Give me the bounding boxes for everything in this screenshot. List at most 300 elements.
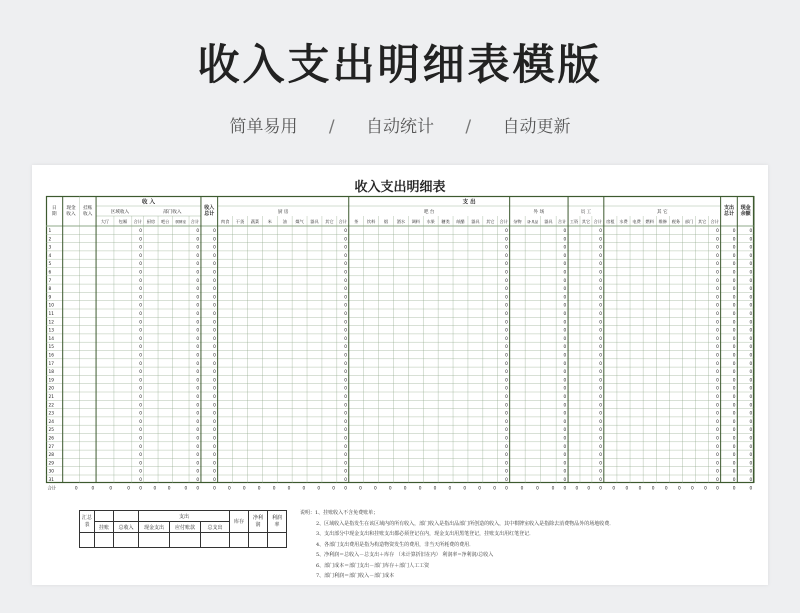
cell-zero: 0 [505, 378, 508, 384]
cell-zero: 0 [749, 303, 753, 309]
cell-zero: 0 [599, 411, 603, 417]
cell-zero: 0 [213, 312, 216, 317]
cell-zero: 0 [563, 370, 567, 376]
cell-zero: 0 [599, 469, 603, 475]
col-credit-income-label: 收入 [83, 212, 93, 217]
cell-zero: 0 [716, 469, 719, 475]
total-zero: 0 [691, 486, 694, 492]
summary-col-credit: 挂账 [95, 522, 114, 533]
cell-zero: 0 [139, 353, 142, 359]
cell-zero: 0 [196, 312, 200, 317]
cell-zero: 0 [505, 287, 508, 293]
col-staff-1-label: 其它 [581, 219, 591, 224]
cell-zero: 0 [599, 262, 603, 268]
summary-col-net-profit: 净利润 [249, 511, 268, 533]
day-number: 14 [48, 336, 54, 342]
cell-zero: 0 [213, 320, 216, 326]
total-zero: 0 [732, 486, 736, 492]
cell-zero: 0 [139, 419, 142, 425]
header-expense-group: 支 出 [462, 199, 476, 206]
total-zero: 0 [139, 486, 142, 492]
cell-zero: 0 [213, 253, 216, 259]
cell-zero: 0 [196, 262, 200, 268]
cell-zero: 0 [213, 278, 216, 284]
cell-zero: 0 [732, 312, 736, 317]
cell-zero: 0 [563, 312, 567, 317]
cell-zero: 0 [599, 278, 603, 284]
cell-zero: 0 [732, 295, 736, 301]
tag-auto-stats: 自动统计 [366, 117, 434, 137]
total-zero: 0 [433, 486, 437, 492]
total-zero: 0 [109, 486, 113, 492]
cell-zero: 0 [563, 444, 567, 450]
cell-zero: 0 [344, 278, 347, 284]
cell-zero: 0 [505, 229, 508, 234]
feature-tags [0, 112, 800, 137]
cell-zero: 0 [196, 386, 200, 392]
cell-zero: 0 [213, 237, 216, 243]
cell-zero: 0 [196, 278, 200, 284]
cell-zero: 0 [732, 245, 736, 251]
cell-zero: 0 [563, 229, 567, 234]
col-private-room-label: 包厢 [118, 219, 128, 224]
cell-zero: 0 [716, 436, 719, 442]
cell-zero: 0 [749, 428, 753, 434]
col-dept-subtotal-label: 合计 [190, 219, 200, 224]
cell-zero: 0 [716, 428, 719, 434]
cell-zero: 0 [505, 345, 508, 351]
cell-zero: 0 [599, 436, 603, 442]
cell-zero: 0 [749, 353, 753, 359]
col-other-6-label: 部门 [684, 219, 694, 224]
cell-zero: 0 [505, 295, 508, 301]
cell-zero: 0 [505, 328, 508, 334]
col-bar-4-label: 调料 [411, 219, 420, 224]
cell-zero: 0 [716, 403, 719, 409]
cell-zero: 0 [563, 395, 567, 400]
cell-zero: 0 [505, 411, 508, 417]
cell-zero: 0 [139, 336, 142, 342]
note-line: 6、部门成本＝部门支出－部门库存＋部门人工工资 [316, 562, 430, 569]
summary-cell [201, 533, 230, 548]
cell-zero: 0 [749, 312, 753, 317]
total-zero: 0 [91, 486, 95, 492]
col-dept-bar-label: 吧台 [160, 219, 170, 224]
cell-zero: 0 [732, 428, 736, 434]
cell-zero: 0 [749, 237, 753, 243]
cell-zero: 0 [213, 336, 216, 342]
sheet-title: 收入支出明细表 [354, 180, 446, 195]
summary-cell [230, 533, 249, 548]
total-zero: 0 [563, 486, 567, 492]
cell-zero: 0 [716, 229, 719, 234]
col-kitchen-2-label: 蔬菜 [250, 219, 260, 224]
cell-zero: 0 [213, 245, 216, 251]
total-zero: 0 [242, 486, 246, 492]
cell-zero: 0 [732, 419, 736, 425]
cell-zero: 0 [732, 411, 736, 417]
cell-zero: 0 [344, 461, 347, 467]
day-number: 15 [48, 345, 54, 351]
cell-zero: 0 [196, 395, 200, 400]
total-zero: 0 [520, 486, 524, 492]
cell-zero: 0 [599, 386, 603, 392]
cell-zero: 0 [344, 353, 347, 359]
cell-zero: 0 [196, 253, 200, 259]
total-zero: 0 [418, 486, 422, 492]
cell-zero: 0 [196, 444, 200, 450]
cell-zero: 0 [732, 370, 736, 376]
cell-zero: 0 [732, 453, 736, 459]
cell-zero: 0 [599, 312, 603, 317]
cell-zero: 0 [732, 478, 736, 483]
day-number: 26 [48, 436, 54, 442]
day-number: 23 [48, 411, 54, 417]
col-bar-0-label: 茶 [354, 219, 359, 224]
cell-zero: 0 [505, 303, 508, 309]
total-zero: 0 [612, 486, 616, 492]
summary-cell [170, 533, 201, 548]
cell-zero: 0 [716, 287, 719, 293]
total-zero: 0 [536, 486, 539, 492]
cell-zero: 0 [716, 336, 719, 342]
cell-zero: 0 [196, 229, 200, 234]
total-zero: 0 [228, 486, 231, 492]
cell-zero: 0 [344, 253, 347, 259]
cell-zero: 0 [344, 245, 347, 251]
day-number: 29 [48, 461, 54, 467]
cell-zero: 0 [732, 461, 736, 467]
cell-zero: 0 [344, 237, 347, 243]
cell-zero: 0 [563, 262, 567, 268]
col-expense-total-label: 支出 [723, 205, 734, 211]
cell-zero: 0 [139, 403, 142, 409]
total-zero: 0 [625, 486, 629, 492]
cell-zero: 0 [344, 262, 347, 268]
cell-zero: 0 [139, 278, 142, 284]
cell-zero: 0 [563, 378, 567, 384]
summary-cell [95, 511, 114, 522]
cell-zero: 0 [749, 444, 753, 450]
cell-zero: 0 [563, 353, 567, 359]
col-kitchen-7-label: 其它 [325, 219, 334, 224]
cell-zero: 0 [599, 295, 603, 301]
cell-zero: 0 [563, 253, 567, 259]
col-dept-chess-label: 棋牌室 [175, 220, 187, 224]
cell-zero: 0 [505, 478, 508, 483]
total-zero: 0 [302, 486, 306, 492]
total-zero: 0 [403, 486, 407, 492]
total-zero: 0 [153, 486, 157, 492]
cell-zero: 0 [344, 370, 347, 376]
day-number: 16 [48, 353, 54, 359]
summary-cell [268, 533, 287, 548]
cell-zero: 0 [599, 395, 603, 400]
cell-zero: 0 [196, 403, 200, 409]
summary-col-total-expense: 总支出 [201, 522, 230, 533]
cell-zero: 0 [716, 312, 719, 317]
cell-zero: 0 [563, 278, 567, 284]
day-number: 1 [48, 229, 52, 234]
col-date-label: 日 [52, 206, 57, 211]
cell-zero: 0 [196, 270, 200, 276]
cell-zero: 0 [344, 428, 347, 434]
cell-zero: 0 [732, 353, 736, 359]
total-zero: 0 [448, 486, 452, 492]
ledger-grid [46, 196, 754, 492]
cell-zero: 0 [563, 411, 567, 417]
cell-zero: 0 [749, 411, 753, 417]
cell-zero: 0 [732, 386, 736, 392]
cell-zero: 0 [749, 253, 753, 259]
total-zero: 0 [575, 486, 579, 492]
cell-zero: 0 [716, 444, 719, 450]
cell-zero: 0 [344, 361, 347, 367]
col-kitchen-3-label: 米 [267, 219, 272, 224]
cell-zero: 0 [139, 262, 142, 268]
cell-zero: 0 [344, 419, 347, 425]
total-zero: 0 [651, 486, 655, 492]
col-bar-3-label: 酒水 [396, 219, 406, 224]
page-title: 收入支出明细表模版 [197, 40, 603, 89]
cell-zero: 0 [749, 395, 753, 400]
cell-zero: 0 [749, 287, 753, 293]
cell-zero: 0 [716, 237, 719, 243]
cell-zero: 0 [344, 453, 347, 459]
day-number: 9 [48, 295, 52, 301]
cell-zero: 0 [344, 411, 347, 417]
cell-zero: 0 [139, 295, 142, 301]
cell-zero: 0 [599, 444, 603, 450]
cell-zero: 0 [732, 444, 736, 450]
cell-zero: 0 [213, 295, 216, 301]
cell-zero: 0 [213, 270, 216, 276]
col-credit-income-label: 挂账 [83, 206, 93, 211]
cell-zero: 0 [563, 328, 567, 334]
cell-zero: 0 [716, 262, 719, 268]
total-zero: 0 [463, 486, 467, 492]
day-number: 11 [48, 312, 54, 317]
total-zero: 0 [505, 486, 508, 492]
cell-zero: 0 [344, 303, 347, 309]
cell-zero: 0 [196, 419, 200, 425]
cell-zero: 0 [749, 336, 753, 342]
cell-zero: 0 [196, 461, 200, 467]
cell-zero: 0 [344, 403, 347, 409]
cell-zero: 0 [716, 453, 719, 459]
cell-zero: 0 [139, 411, 142, 417]
day-number: 7 [48, 278, 52, 284]
summary-cell [139, 533, 170, 548]
col-kitchen-8-label: 合计 [338, 219, 347, 224]
cell-zero: 0 [139, 395, 142, 400]
cell-zero: 0 [196, 370, 200, 376]
cell-zero: 0 [599, 353, 603, 359]
cell-zero: 0 [139, 478, 142, 483]
col-other-1-label: 水费 [619, 219, 628, 224]
cell-zero: 0 [344, 345, 347, 351]
cell-zero: 0 [344, 270, 347, 276]
cell-zero: 0 [716, 303, 719, 309]
cell-zero: 0 [716, 295, 719, 301]
cell-zero: 0 [505, 461, 508, 467]
cell-zero: 0 [732, 278, 736, 284]
cell-zero: 0 [344, 320, 347, 326]
cell-zero: 0 [749, 295, 753, 301]
header-income-group: 收 入 [142, 199, 155, 206]
note-line: 7、部门利润＝部门收入－部门成本 [316, 573, 395, 579]
cell-zero: 0 [749, 461, 753, 467]
cell-zero: 0 [139, 328, 142, 334]
cell-zero: 0 [213, 287, 216, 293]
cell-zero: 0 [732, 361, 736, 367]
cell-zero: 0 [599, 287, 603, 293]
total-zero: 0 [332, 486, 336, 492]
cell-zero: 0 [139, 453, 142, 459]
cell-zero: 0 [732, 469, 736, 475]
cell-zero: 0 [213, 436, 216, 442]
tag-easy: 简单易用 [229, 117, 298, 137]
cell-zero: 0 [196, 303, 200, 309]
cell-zero: 0 [599, 370, 603, 376]
col-income-total-label: 总计 [204, 211, 215, 217]
cell-zero: 0 [716, 278, 719, 284]
cell-zero: 0 [749, 370, 753, 376]
note-line: 说明：1、挂账收入不含免费账单； [300, 510, 379, 516]
cell-zero: 0 [716, 320, 719, 326]
cell-zero: 0 [505, 361, 508, 367]
cell-zero: 0 [732, 328, 736, 334]
cell-zero: 0 [139, 428, 142, 434]
cell-zero: 0 [505, 386, 508, 392]
total-zero: 0 [213, 486, 216, 492]
cell-zero: 0 [196, 361, 200, 367]
cell-zero: 0 [139, 469, 142, 475]
cell-zero: 0 [563, 428, 567, 434]
cell-zero: 0 [599, 453, 603, 459]
cell-zero: 0 [505, 245, 508, 251]
day-number: 8 [48, 287, 52, 293]
day-number: 2 [48, 237, 52, 243]
day-number: 18 [48, 370, 54, 376]
col-bar-7-label: 纸醋 [456, 219, 465, 224]
cell-zero: 0 [139, 444, 142, 450]
cell-zero: 0 [563, 336, 567, 342]
col-date-label: 期 [52, 212, 57, 217]
cell-zero: 0 [505, 419, 508, 425]
col-dept-kitchen-label: 厨房 [146, 219, 156, 224]
cell-zero: 0 [732, 287, 736, 293]
cell-zero: 0 [599, 428, 603, 434]
cell-zero: 0 [563, 419, 567, 425]
cell-zero: 0 [139, 386, 142, 392]
cell-zero: 0 [716, 411, 719, 417]
cell-zero: 0 [213, 262, 216, 268]
cell-zero: 0 [505, 469, 508, 475]
cell-zero: 0 [213, 411, 216, 417]
cell-zero: 0 [563, 270, 567, 276]
cell-zero: 0 [196, 436, 200, 442]
cell-zero: 0 [599, 303, 603, 309]
day-number: 25 [48, 428, 54, 434]
cell-zero: 0 [213, 370, 216, 376]
cell-zero: 0 [505, 270, 508, 276]
cell-zero: 0 [344, 469, 347, 475]
cell-zero: 0 [344, 328, 347, 334]
cell-zero: 0 [213, 361, 216, 367]
col-bar-1-label: 饮料 [366, 219, 376, 224]
col-other-2-label: 电费 [632, 219, 641, 224]
summary-expense-header: 支出 [139, 511, 230, 522]
cell-zero: 0 [732, 270, 736, 276]
cell-zero: 0 [505, 312, 508, 317]
cell-zero: 0 [213, 461, 216, 467]
summary-col-cash-expense: 现金支出 [139, 522, 170, 533]
total-zero: 0 [677, 486, 681, 492]
total-zero: 0 [587, 486, 591, 492]
cell-zero: 0 [599, 328, 603, 334]
cell-zero: 0 [732, 395, 736, 400]
col-other-0-label: 房租 [606, 219, 615, 224]
cell-zero: 0 [563, 403, 567, 409]
cell-zero: 0 [196, 469, 200, 475]
cell-zero: 0 [716, 353, 719, 359]
cell-zero: 0 [749, 469, 753, 475]
notes [300, 508, 760, 582]
header-staff-group: 员 工 [580, 210, 592, 215]
total-zero: 0 [749, 486, 753, 492]
cell-zero: 0 [716, 378, 719, 384]
cell-zero: 0 [749, 229, 753, 234]
col-other-7-label: 其它 [697, 219, 707, 224]
cell-zero: 0 [213, 353, 216, 359]
col-outdoor-2-label: 器具 [544, 219, 553, 224]
cell-zero: 0 [563, 295, 567, 301]
cell-zero: 0 [196, 428, 200, 434]
summary-col-payable: 应付账款 [170, 522, 201, 533]
cell-zero: 0 [716, 419, 719, 425]
cell-zero: 0 [563, 345, 567, 351]
cell-zero: 0 [344, 436, 347, 442]
cell-zero: 0 [732, 262, 736, 268]
cell-zero: 0 [563, 245, 567, 251]
day-number: 24 [48, 419, 54, 425]
spreadsheet-preview [32, 165, 768, 585]
total-zero: 0 [638, 486, 642, 492]
summary-cell [80, 533, 95, 548]
col-expense-total-label: 总计 [723, 211, 734, 217]
cell-zero: 0 [344, 478, 347, 483]
cell-zero: 0 [599, 403, 603, 409]
cell-zero: 0 [139, 436, 142, 442]
cell-zero: 0 [599, 245, 603, 251]
cell-zero: 0 [732, 237, 736, 243]
header-outdoor-group: 外 场 [533, 210, 545, 215]
col-staff-0-label: 工资 [569, 219, 579, 224]
day-number: 4 [48, 253, 52, 259]
cell-zero: 0 [213, 229, 216, 234]
header-bar-group: 吧 台 [423, 210, 435, 215]
cell-zero: 0 [139, 245, 142, 251]
cell-zero: 0 [732, 403, 736, 409]
note-line: 3、支出部分中现金支出和挂账支出都必须登记在内，现金支出用黑笔登记，挂账支出用红笔登记． [316, 531, 535, 537]
cell-zero: 0 [599, 419, 603, 425]
cell-zero: 0 [749, 278, 753, 284]
grid-frame [47, 197, 754, 483]
col-kitchen-0-label: 肉食 [220, 219, 230, 224]
cell-zero: 0 [505, 444, 508, 450]
cell-zero: 0 [749, 453, 753, 459]
